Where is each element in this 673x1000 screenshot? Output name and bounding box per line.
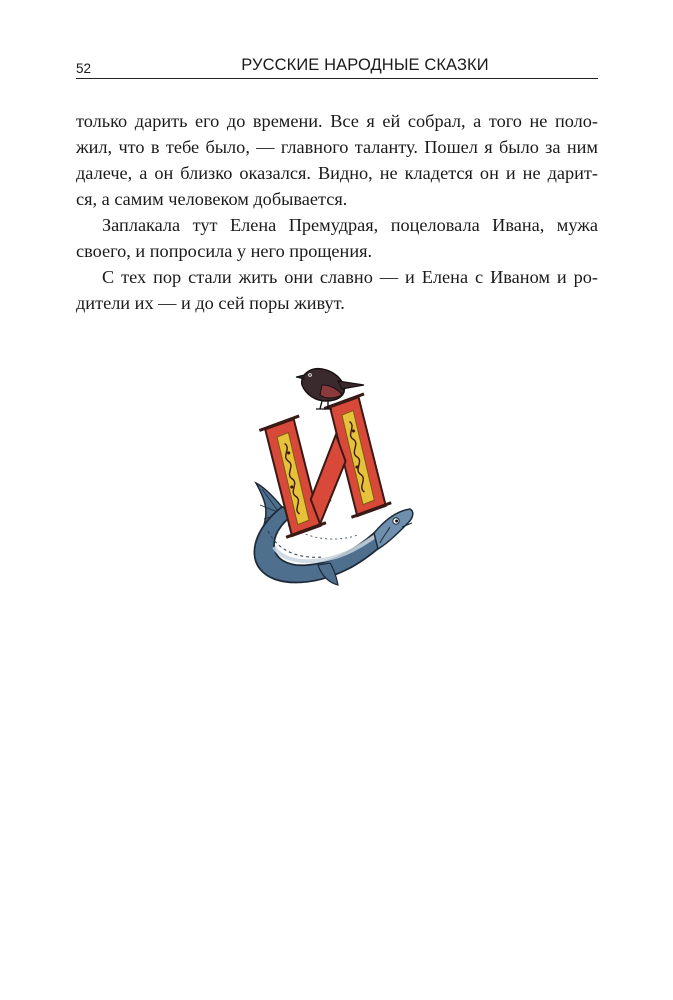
- text-line: ся, а самим человеком добывается.: [76, 189, 348, 209]
- paragraph-1-end: [76, 186, 598, 212]
- letter-fish-bird-illustration: [238, 355, 418, 600]
- paragraph-2: [76, 212, 598, 238]
- paragraph-3: [76, 264, 598, 290]
- text-line: своего, и попросила у него прощения.: [76, 241, 373, 261]
- paragraph-1: [76, 108, 598, 186]
- body-text: [76, 108, 598, 316]
- text-line: далече, а он близко оказался. Видно, не кладется он и не дарит-: [76, 163, 598, 183]
- page-number: 52: [76, 61, 92, 76]
- fish-body: [254, 501, 412, 585]
- page-header: [76, 56, 598, 79]
- text-line: дители их — и до сей поры живут.: [76, 293, 345, 313]
- paragraph-2-end: [76, 238, 598, 264]
- text-line: С тех пор стали жить они славно — и Елена с Иваном и ро-: [102, 267, 598, 287]
- text-line: Заплакала тут Елена Премудрая, поцеловала Ивана, мужа: [102, 215, 598, 235]
- text-line: жил, что в тебе было, — главного таланту. Пошел я было за ним: [76, 137, 598, 157]
- paragraph-3-end: [76, 290, 598, 316]
- decorative-illustration: [238, 355, 418, 600]
- text-line: только дарить его до времени. Все я ей собрал, а того не поло-: [76, 111, 598, 131]
- running-title: РУССКИЕ НАРОДНЫЕ СКАЗКИ: [241, 56, 489, 74]
